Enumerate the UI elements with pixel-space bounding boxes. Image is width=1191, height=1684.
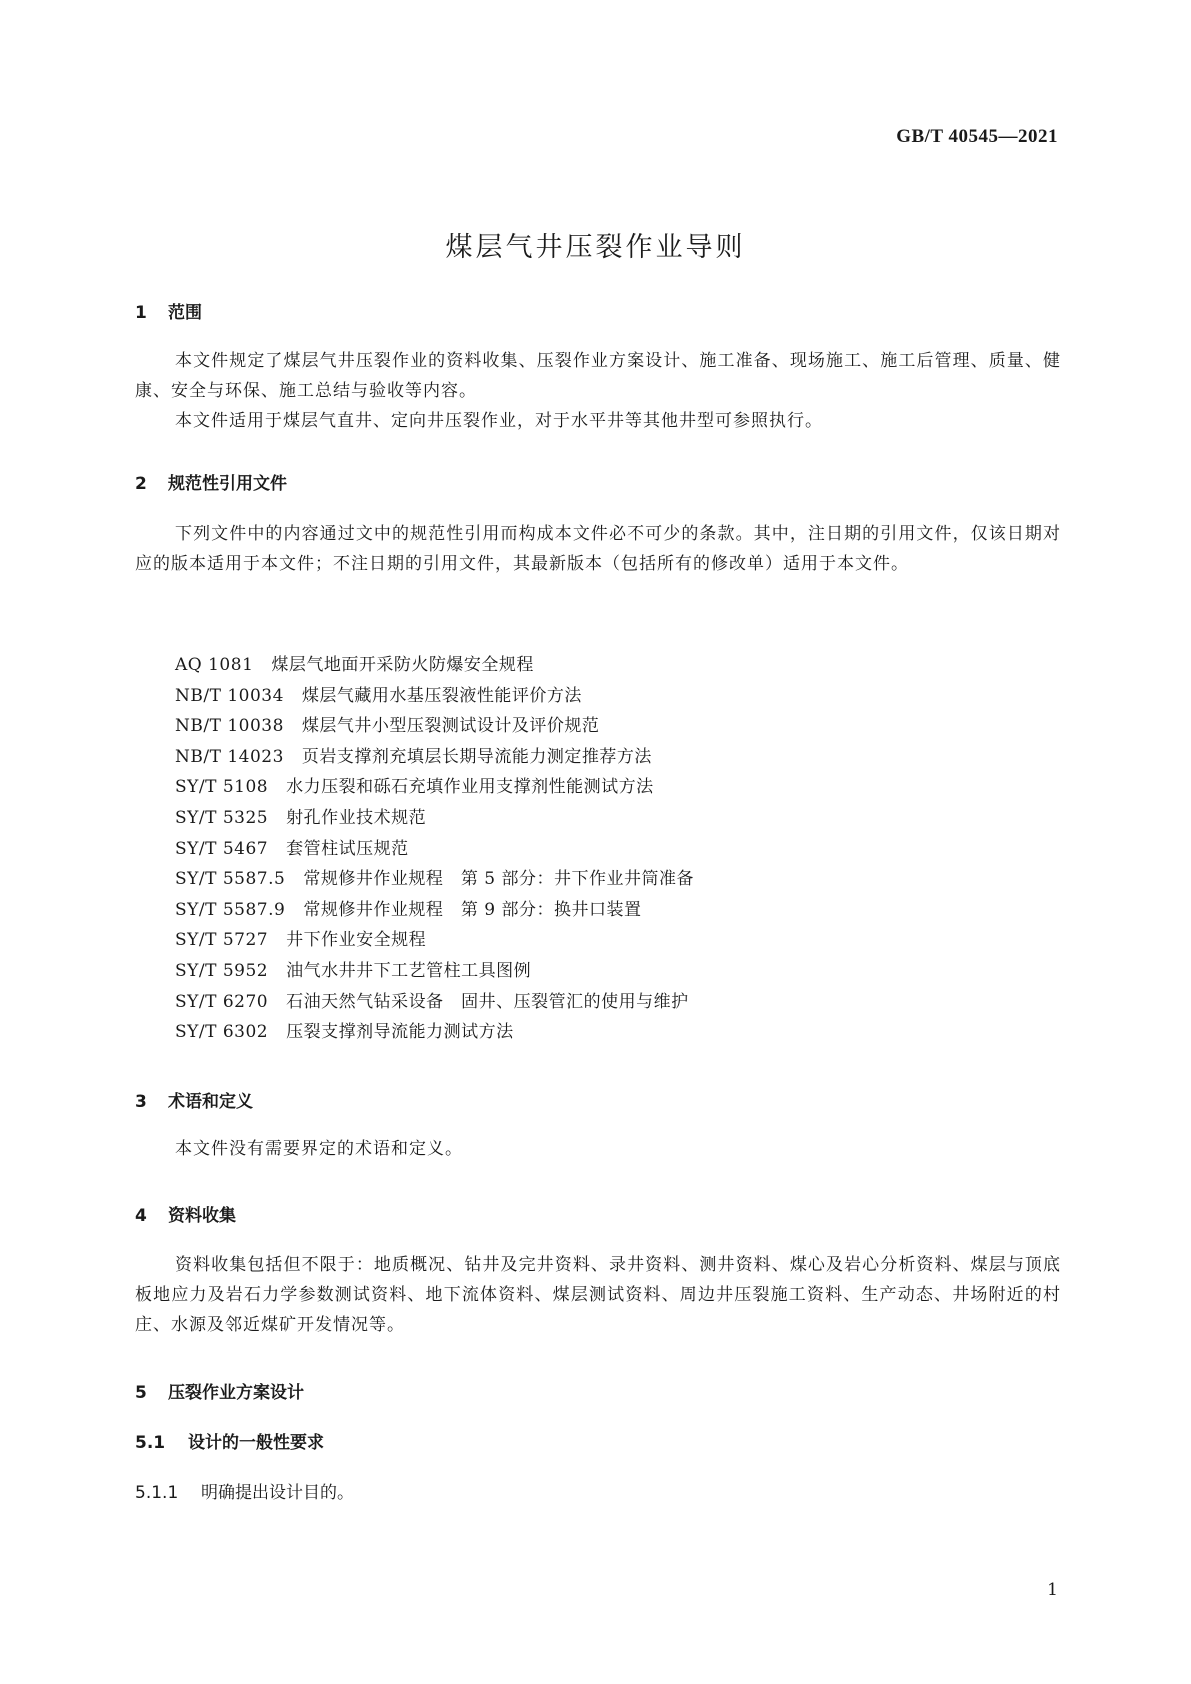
reference-item [175,987,694,1018]
reference-title: 水力压裂和砾石充填作业用支撑剂性能测试方法 [286,777,654,798]
reference-item [175,925,694,956]
section-title: 术语和定义 [168,1092,253,1112]
reference-item [175,772,694,803]
section-4-heading [135,1201,236,1226]
clause-5-1-1 [135,1478,354,1503]
section-2-intro: 下列文件中的内容通过文中的规范性引用而构成本文件必不可少的条款。其中，注日期的引用文件，仅该日期对应的版本适用于本文件；不注日期的引用文件，其最新版本（包括所有的修改单）适用于本文件。 [135,524,1061,574]
reference-code: NB/T 14023 [175,746,284,767]
reference-title: 常规修井作业规程 第 5 部分：井下作业井筒准备 [303,869,694,890]
reference-title: 压裂支撑剂导流能力测试方法 [286,1022,514,1043]
section-3-paragraph: 本文件没有需要界定的术语和定义。 [175,1139,463,1159]
reference-list [175,650,694,1048]
reference-item [175,834,694,865]
section-title: 资料收集 [168,1206,236,1226]
section-title: 范围 [168,303,202,323]
reference-code: SY/T 6270 [175,991,269,1012]
reference-item [175,803,694,834]
reference-title: 煤层气地面开采防火防爆安全规程 [271,655,534,675]
standard-number: GB/T 40545—2021 [896,126,1058,147]
reference-title: 页岩支撑剂充填层长期导流能力测定推荐方法 [301,746,652,767]
reference-code: SY/T 5587.9 [175,899,286,920]
section-4-paragraph: 资料收集包括但不限于：地质概况、钻井及完井资料、录井资料、测井资料、煤心及岩心分析资料、煤层与顶底板地应力及岩石力学参数测试资料、地下流体资料、煤层测试资料、周边井压裂施工资料、生产动态、井场附近的村庄、水源及邻近煤矿开发情况等。 [135,1255,1061,1335]
reference-item [175,681,694,712]
reference-title: 套管柱试压规范 [286,838,409,859]
subsection-title: 设计的一般性要求 [188,1433,324,1453]
section-3-heading [135,1087,253,1112]
section-1-heading [135,298,202,323]
section-number: 5 [135,1383,147,1403]
section-title: 压裂作业方案设计 [168,1383,304,1403]
reference-code: NB/T 10034 [175,685,284,706]
subsection-number: 5.1 [135,1433,166,1453]
section-number: 2 [135,474,147,494]
reference-title: 井下作业安全规程 [286,930,427,951]
section-5-heading [135,1378,304,1403]
page-number: 1 [1047,1580,1058,1600]
reference-title: 煤层气井小型压裂测试设计及评价规范 [301,716,600,737]
section-number: 1 [135,303,147,323]
reference-item [175,956,694,987]
reference-code: SY/T 5467 [175,838,269,859]
reference-title: 射孔作业技术规范 [286,807,427,828]
reference-item [175,1017,694,1048]
reference-item [175,864,694,895]
reference-title: 煤层气藏用水基压裂液性能评价方法 [301,685,582,706]
section-1-paragraph-1: 本文件规定了煤层气井压裂作业的资料收集、压裂作业方案设计、施工准备、现场施工、施工后管理、质量、健康、安全与环保、施工总结与验收等内容。 [135,351,1061,401]
reference-item [175,650,694,681]
reference-code: NB/T 10038 [175,716,284,737]
section-2-heading [135,469,287,494]
reference-code: SY/T 5108 [175,777,269,798]
section-number: 3 [135,1092,147,1112]
reference-code: SY/T 5325 [175,807,269,828]
subsection-5-1-heading [135,1428,324,1453]
clause-number: 5.1.1 [135,1483,179,1503]
reference-item [175,895,694,926]
document-title: 煤层气井压裂作业导则 [445,232,746,263]
reference-code: SY/T 5952 [175,960,269,981]
reference-code: SY/T 5587.5 [175,869,286,890]
reference-title: 油气水井井下工艺管柱工具图例 [286,960,532,981]
reference-code: SY/T 5727 [175,930,269,951]
reference-code: AQ 1081 [175,655,254,675]
reference-item [175,711,694,742]
reference-title: 常规修井作业规程 第 9 部分：换井口装置 [303,899,642,920]
reference-item [175,742,694,773]
reference-code: SY/T 6302 [175,1022,269,1043]
reference-title: 石油天然气钻采设备 固井、压裂管汇的使用与维护 [286,991,689,1012]
section-title: 规范性引用文件 [168,474,287,494]
clause-text: 明确提出设计目的。 [201,1483,354,1503]
section-number: 4 [135,1206,147,1226]
section-1-paragraph-2: 本文件适用于煤层气直井、定向井压裂作业，对于水平井等其他井型可参照执行。 [175,411,823,431]
